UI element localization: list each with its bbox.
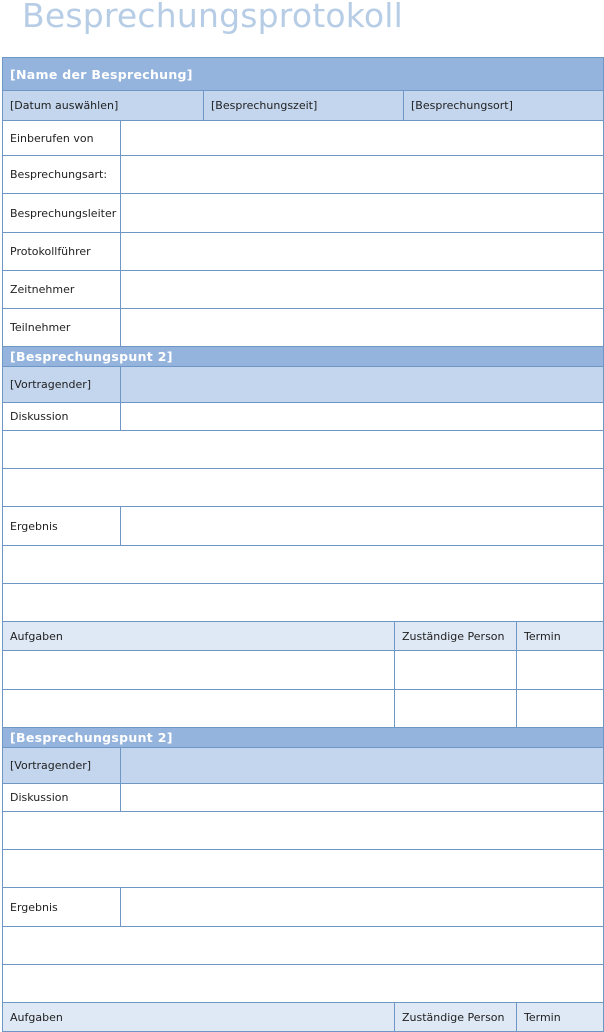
meeting-name-row bbox=[3, 58, 603, 91]
tasks-header-row bbox=[3, 1003, 603, 1032]
info-row bbox=[3, 271, 603, 309]
tasks-column-header: Aufgaben bbox=[10, 1010, 63, 1024]
task-field[interactable] bbox=[3, 651, 394, 689]
text-row bbox=[3, 546, 603, 584]
discussion-field[interactable] bbox=[120, 784, 603, 811]
presenter-value-field[interactable] bbox=[120, 748, 603, 783]
info-label: Teilnehmer bbox=[10, 321, 71, 334]
date-picker-field[interactable]: [Datum auswählen] bbox=[10, 99, 119, 112]
result-text-field[interactable] bbox=[3, 584, 603, 621]
result-text-field[interactable] bbox=[3, 927, 603, 964]
task-field[interactable] bbox=[3, 690, 394, 727]
text-row bbox=[3, 927, 603, 965]
agenda-heading-row bbox=[3, 347, 603, 367]
info-value-field[interactable] bbox=[120, 121, 603, 155]
text-row bbox=[3, 965, 603, 1003]
deadline-column-header: Termin bbox=[516, 1003, 603, 1031]
info-label: Besprechungsart: bbox=[10, 168, 108, 181]
presenter-row bbox=[3, 748, 603, 784]
info-value-field[interactable] bbox=[120, 309, 603, 346]
info-value-field[interactable] bbox=[120, 271, 603, 308]
deadline-column-header: Termin bbox=[516, 622, 603, 650]
tasks-column-header: Aufgaben bbox=[10, 629, 63, 643]
discussion-text-field[interactable] bbox=[3, 812, 603, 849]
discussion-field[interactable] bbox=[120, 403, 603, 430]
person-field[interactable] bbox=[394, 651, 516, 689]
meeting-details-row bbox=[3, 91, 603, 121]
info-row bbox=[3, 309, 603, 347]
result-text-field[interactable] bbox=[3, 965, 603, 1002]
text-row bbox=[3, 584, 603, 622]
discussion-text-field[interactable] bbox=[3, 850, 603, 887]
person-field[interactable] bbox=[394, 690, 516, 727]
info-row bbox=[3, 194, 603, 233]
person-column-header: Zuständige Person bbox=[394, 1003, 516, 1031]
meeting-name-field[interactable]: [Name der Besprechung] bbox=[3, 58, 603, 90]
presenter-value-field[interactable] bbox=[120, 367, 603, 402]
document-title: Besprechungsprotokoll bbox=[22, 0, 404, 35]
result-field[interactable] bbox=[120, 888, 603, 926]
minutes-table bbox=[2, 57, 604, 1032]
agenda-heading[interactable]: [Besprechungspunt 2] bbox=[3, 728, 603, 747]
presenter-field[interactable]: [Vortragender] bbox=[10, 759, 92, 772]
discussion-text-field[interactable] bbox=[3, 431, 603, 468]
location-field[interactable]: [Besprechungsort] bbox=[403, 91, 603, 120]
result-row bbox=[3, 888, 603, 927]
discussion-text-field[interactable] bbox=[3, 469, 603, 506]
text-row bbox=[3, 850, 603, 888]
text-row bbox=[3, 431, 603, 469]
info-row bbox=[3, 156, 603, 194]
deadline-field[interactable] bbox=[516, 651, 603, 689]
info-label: Zeitnehmer bbox=[10, 283, 75, 296]
info-value-field[interactable] bbox=[120, 194, 603, 232]
agenda-heading-row bbox=[3, 728, 603, 748]
tasks-header-row bbox=[3, 622, 603, 651]
info-label: Protokollführer bbox=[10, 245, 91, 258]
text-row bbox=[3, 812, 603, 850]
info-value-field[interactable] bbox=[120, 233, 603, 270]
text-row bbox=[3, 469, 603, 507]
agenda-heading[interactable]: [Besprechungspunt 2] bbox=[3, 347, 603, 366]
person-column-header: Zuständige Person bbox=[394, 622, 516, 650]
result-field[interactable] bbox=[120, 507, 603, 545]
info-row bbox=[3, 233, 603, 271]
info-row bbox=[3, 121, 603, 156]
discussion-row bbox=[3, 784, 603, 812]
discussion-label: Diskussion bbox=[10, 410, 69, 423]
task-row bbox=[3, 690, 603, 728]
info-value-field[interactable] bbox=[120, 156, 603, 193]
result-row bbox=[3, 507, 603, 546]
time-field[interactable]: [Besprechungszeit] bbox=[203, 91, 403, 120]
task-row bbox=[3, 651, 603, 690]
result-label: Ergebnis bbox=[10, 900, 58, 914]
result-text-field[interactable] bbox=[3, 546, 603, 583]
discussion-label: Diskussion bbox=[10, 791, 69, 804]
presenter-row bbox=[3, 367, 603, 403]
discussion-row bbox=[3, 403, 603, 431]
presenter-field[interactable]: [Vortragender] bbox=[10, 378, 92, 391]
result-label: Ergebnis bbox=[10, 519, 58, 533]
info-label: Einberufen von bbox=[10, 131, 94, 145]
deadline-field[interactable] bbox=[516, 690, 603, 727]
info-label: Besprechungsleiter bbox=[10, 206, 117, 220]
